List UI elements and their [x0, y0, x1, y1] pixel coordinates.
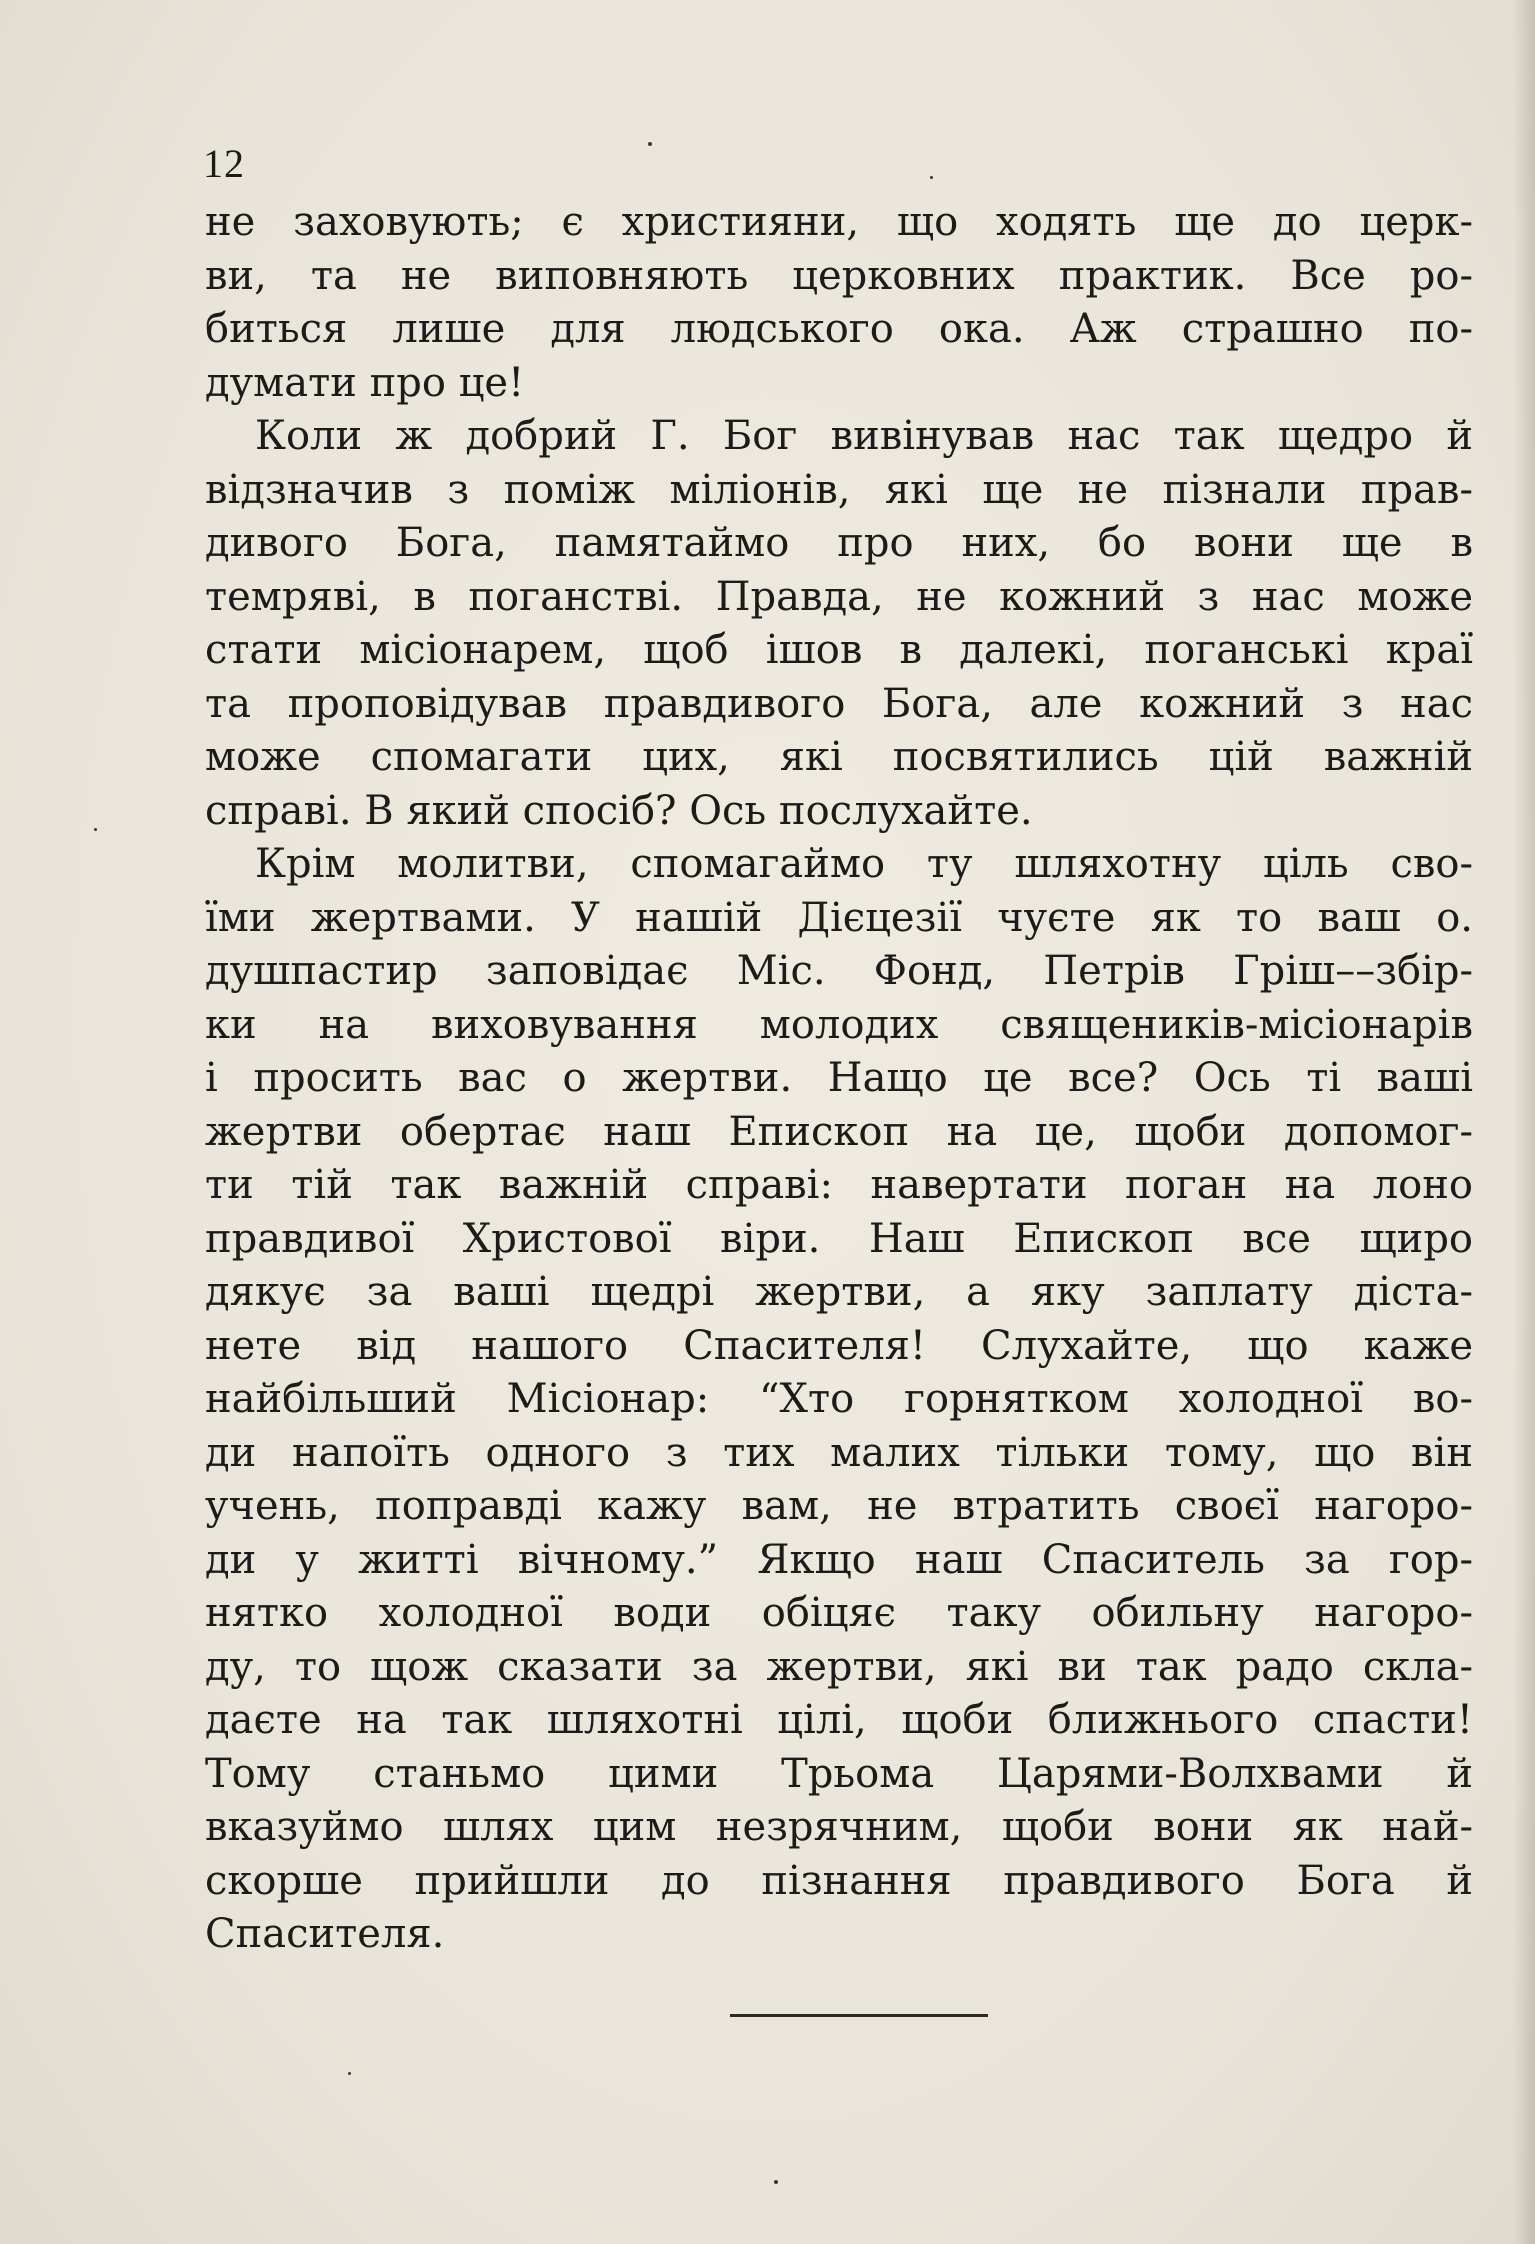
text-line: Крім молитви, спомагаймо ту шляхотну ціль сво-	[255, 841, 1473, 887]
text-line: відзначив з поміж міліонів, які ще не пізнали прав-	[205, 466, 1473, 513]
text-line: Коли ж добрий Г. Бог вивінував нас так щедро й	[255, 413, 1473, 459]
text-line: найбільший Місіонар: “Хто горнятком холодної во-	[205, 1376, 1473, 1422]
text-line: справі. В який спосіб? Ось послухайте.	[205, 787, 1033, 834]
text-line: жертви обертає наш Епископ на це, щоби допомог-	[205, 1108, 1473, 1155]
text-line: ду, то щож сказати за жертви, які ви так радо скла-	[205, 1643, 1473, 1690]
text-line: ки на виховування молодих священиків-місіонарів	[205, 1001, 1473, 1048]
text-line: дивого Бога, памятаймо про них, бо вони ще в	[205, 520, 1473, 566]
section-divider-rule	[730, 2014, 988, 2017]
paper-speck	[94, 828, 97, 831]
text-line: скорше прийшли до пізнання правдивого Бога й	[205, 1857, 1473, 1904]
text-line: биться лише для людського ока. Аж страшно по-	[205, 306, 1473, 352]
body-text	[205, 196, 1473, 1962]
text-line: може спомагати цих, які посвятились цій важній	[205, 734, 1473, 780]
text-line: і просить вас о жертви. Нащо це все? Ось ті ваші	[205, 1055, 1473, 1101]
text-line: ти тій так важній справі: навертати поган на лоно	[205, 1162, 1473, 1208]
paper-speck	[930, 176, 933, 179]
text-line: стати місіонарем, щоб ішов в далекі, поганські краї	[205, 627, 1473, 673]
paper-speck	[648, 142, 652, 146]
text-line: Спасителя.	[205, 1911, 445, 1957]
text-line: ви, та не виповняють церковних практик. Все ро-	[205, 252, 1473, 299]
text-line: вказуймо шлях цим незрячним, щоби вони як най-	[205, 1804, 1473, 1850]
text-line: думати про це!	[205, 359, 525, 406]
text-line: та проповідував правдивого Бога, але кожний з нас	[205, 680, 1473, 727]
text-line: не заховують; є християни, що ходять ще до церк-	[205, 199, 1473, 245]
paper-speck	[774, 2180, 778, 2184]
text-line: Тому станьмо цими Трьома Царями-Волхвами й	[205, 1750, 1473, 1797]
text-line: душпастир заповідає Міс. Фонд, Петрів Гріш––збір-	[205, 948, 1473, 994]
text-line: правдивої Христової віри. Наш Епископ все щиро	[205, 1215, 1473, 1262]
page-edge-shadow	[1513, 0, 1535, 2244]
text-line: ди напоїть одного з тих малих тільки тому, що він	[205, 1429, 1473, 1476]
text-line: темряві, в поганстві. Правда, не кожний з нас може	[205, 573, 1473, 620]
text-line: нете від нашого Спасителя! Слухайте, що каже	[205, 1322, 1473, 1369]
text-line: дякує за ваші щедрі жертви, а яку заплату діста-	[205, 1269, 1473, 1315]
text-line: їми жертвами. У нашій Дієцезії чуєте як то ваш о.	[205, 894, 1473, 941]
text-line: даєте на так шляхотні цілі, щоби ближнього спасти!	[205, 1697, 1473, 1743]
text-line: нятко холодної води обіцяє таку обильну нагоро-	[205, 1590, 1473, 1636]
paper-speck	[348, 2072, 351, 2075]
page-number: 12	[203, 141, 245, 186]
text-line: учень, поправді кажу вам, не втратить своєї нагоро-	[205, 1483, 1473, 1529]
text-line: ди у житті вічному.” Якщо наш Спаситель за гор-	[205, 1536, 1473, 1583]
